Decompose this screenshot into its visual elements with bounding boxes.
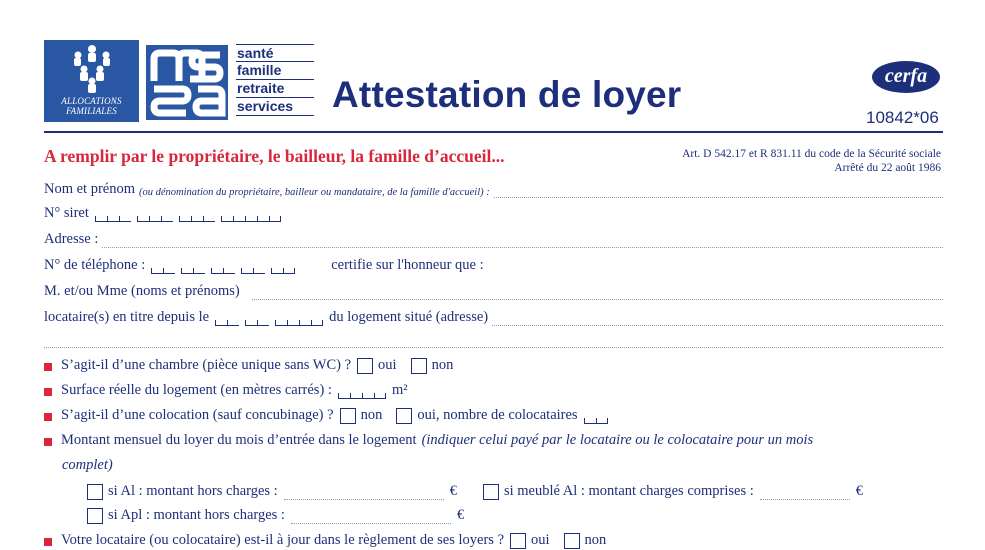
siret-row: [44, 202, 281, 222]
al-amount-input[interactable]: [284, 486, 444, 500]
fill-instructions: A remplir par le propriétaire, le bailleur, la famille d’accueil...: [44, 146, 505, 166]
msa-letters-icon: [146, 45, 228, 120]
msa-word-sante: santé: [236, 44, 314, 62]
family-figures-icon: [66, 43, 118, 95]
montant-apl-row: [87, 504, 464, 524]
apl-currency: €: [456, 507, 465, 523]
apl-checkbox[interactable]: [87, 508, 103, 524]
q1-non-checkbox[interactable]: [411, 358, 427, 374]
montant-al-row: [87, 480, 943, 500]
adresse-row: [44, 228, 943, 248]
q3-non-label: non: [360, 407, 383, 423]
locataire-row: [44, 280, 943, 300]
q1-oui-checkbox[interactable]: [357, 358, 373, 374]
question-montant-continued: [62, 454, 113, 474]
apl-amount-input[interactable]: [291, 510, 451, 524]
siret-label: N° siret: [44, 205, 89, 221]
bullet-icon: [44, 413, 52, 421]
q5-oui-label: oui: [531, 532, 550, 548]
nom-row: [44, 178, 943, 198]
cerfa-logo: cerfa: [872, 61, 940, 93]
caf-text-line2: FAMILIALES: [66, 106, 117, 116]
question-colocation: [44, 404, 608, 424]
al-meuble-currency: €: [855, 483, 864, 499]
q3-non-checkbox[interactable]: [340, 408, 356, 424]
nom-label: Nom et prénom: [44, 181, 136, 197]
q3-label: S’agit-il d’une colocation (sauf concubinage) ?: [61, 407, 334, 423]
depuis-row: [44, 306, 943, 326]
certifie-text: certifie sur l'honneur que :: [331, 257, 484, 273]
q5-non-checkbox[interactable]: [564, 533, 580, 549]
caf-text-line1: ALLOCATIONS: [61, 96, 122, 106]
date-entree-input[interactable]: [215, 314, 323, 326]
locataire-label: M. et/ou Mme (noms et prénoms): [44, 283, 240, 299]
legal-reference: [682, 147, 941, 175]
al-currency: €: [449, 483, 457, 499]
al-meuble-label: si meublé Al : montant charges comprises :: [503, 483, 754, 499]
siret-input[interactable]: [95, 210, 281, 222]
question-chambre: [44, 354, 453, 374]
apl-label: si Apl : montant hors charges :: [108, 507, 285, 523]
nom-input[interactable]: [494, 184, 943, 198]
al-label: si Al : montant hors charges :: [108, 483, 278, 499]
bullet-icon: [44, 538, 52, 546]
caf-logo: [44, 40, 139, 122]
q5-non-label: non: [584, 532, 607, 548]
legal-line1: Art. D 542.17 et R 831.11 du code de la Sécurité sociale: [682, 148, 941, 160]
msa-words: [236, 44, 314, 116]
locataire-input[interactable]: [252, 286, 943, 300]
legal-line2: Arrêté du 22 août 1986: [834, 162, 941, 174]
al-meuble-amount-input[interactable]: [760, 486, 850, 500]
form-number: 10842*06: [866, 108, 939, 127]
q4-hint-continued: complet): [62, 457, 113, 473]
header-divider: [44, 131, 943, 133]
al-meuble-checkbox[interactable]: [483, 484, 499, 500]
depuis-label: locataire(s) en titre depuis le: [44, 309, 210, 325]
telephone-input[interactable]: [151, 262, 295, 274]
q4-hint: (indiquer celui payé par le locataire ou le colocataire pour un mois: [421, 432, 814, 448]
q4-label: Montant mensuel du loyer du mois d’entrée dans le logement: [61, 432, 417, 448]
bullet-icon: [44, 388, 52, 396]
situe-label: du logement situé (adresse): [329, 309, 489, 325]
q1-label: S’agit-il d’une chambre (pièce unique sans WC) ?: [61, 357, 352, 373]
q5-oui-checkbox[interactable]: [510, 533, 526, 549]
msa-word-services: services: [236, 98, 314, 116]
logement-adresse-input[interactable]: [492, 312, 943, 326]
surface-input[interactable]: [338, 387, 386, 399]
question-montant: [44, 429, 813, 449]
question-reglement: [44, 529, 606, 549]
question-surface: [44, 379, 408, 399]
q2-label: Surface réelle du logement (en mètres carrés) :: [61, 382, 332, 398]
telephone-row: [44, 254, 484, 274]
bullet-icon: [44, 363, 52, 371]
page-title: Attestation de loyer: [332, 74, 682, 115]
q5-label: Votre locataire (ou colocataire) est-il à jour dans le règlement de ses loyers ?: [61, 532, 505, 548]
adresse-input[interactable]: [102, 234, 943, 248]
q3-oui-checkbox[interactable]: [396, 408, 412, 424]
adresse-continuation-line[interactable]: [44, 347, 943, 348]
bullet-icon: [44, 438, 52, 446]
al-checkbox[interactable]: [87, 484, 103, 500]
telephone-label: N° de téléphone :: [44, 257, 146, 273]
nombre-colocataires-input[interactable]: [584, 412, 608, 424]
q1-non-label: non: [431, 357, 454, 373]
adresse-label: Adresse :: [44, 231, 99, 247]
nom-hint: (ou dénomination du propriétaire, bailleur ou mandataire, de la famille d'accueil) :: [139, 187, 490, 198]
msa-logo: [146, 45, 228, 120]
q1-oui-label: oui: [378, 357, 397, 373]
msa-word-famille: famille: [236, 62, 314, 80]
q3-oui-label: oui, nombre de colocataires: [417, 407, 578, 423]
surface-unit: m²: [391, 382, 408, 398]
msa-word-retraite: retraite: [236, 80, 314, 98]
